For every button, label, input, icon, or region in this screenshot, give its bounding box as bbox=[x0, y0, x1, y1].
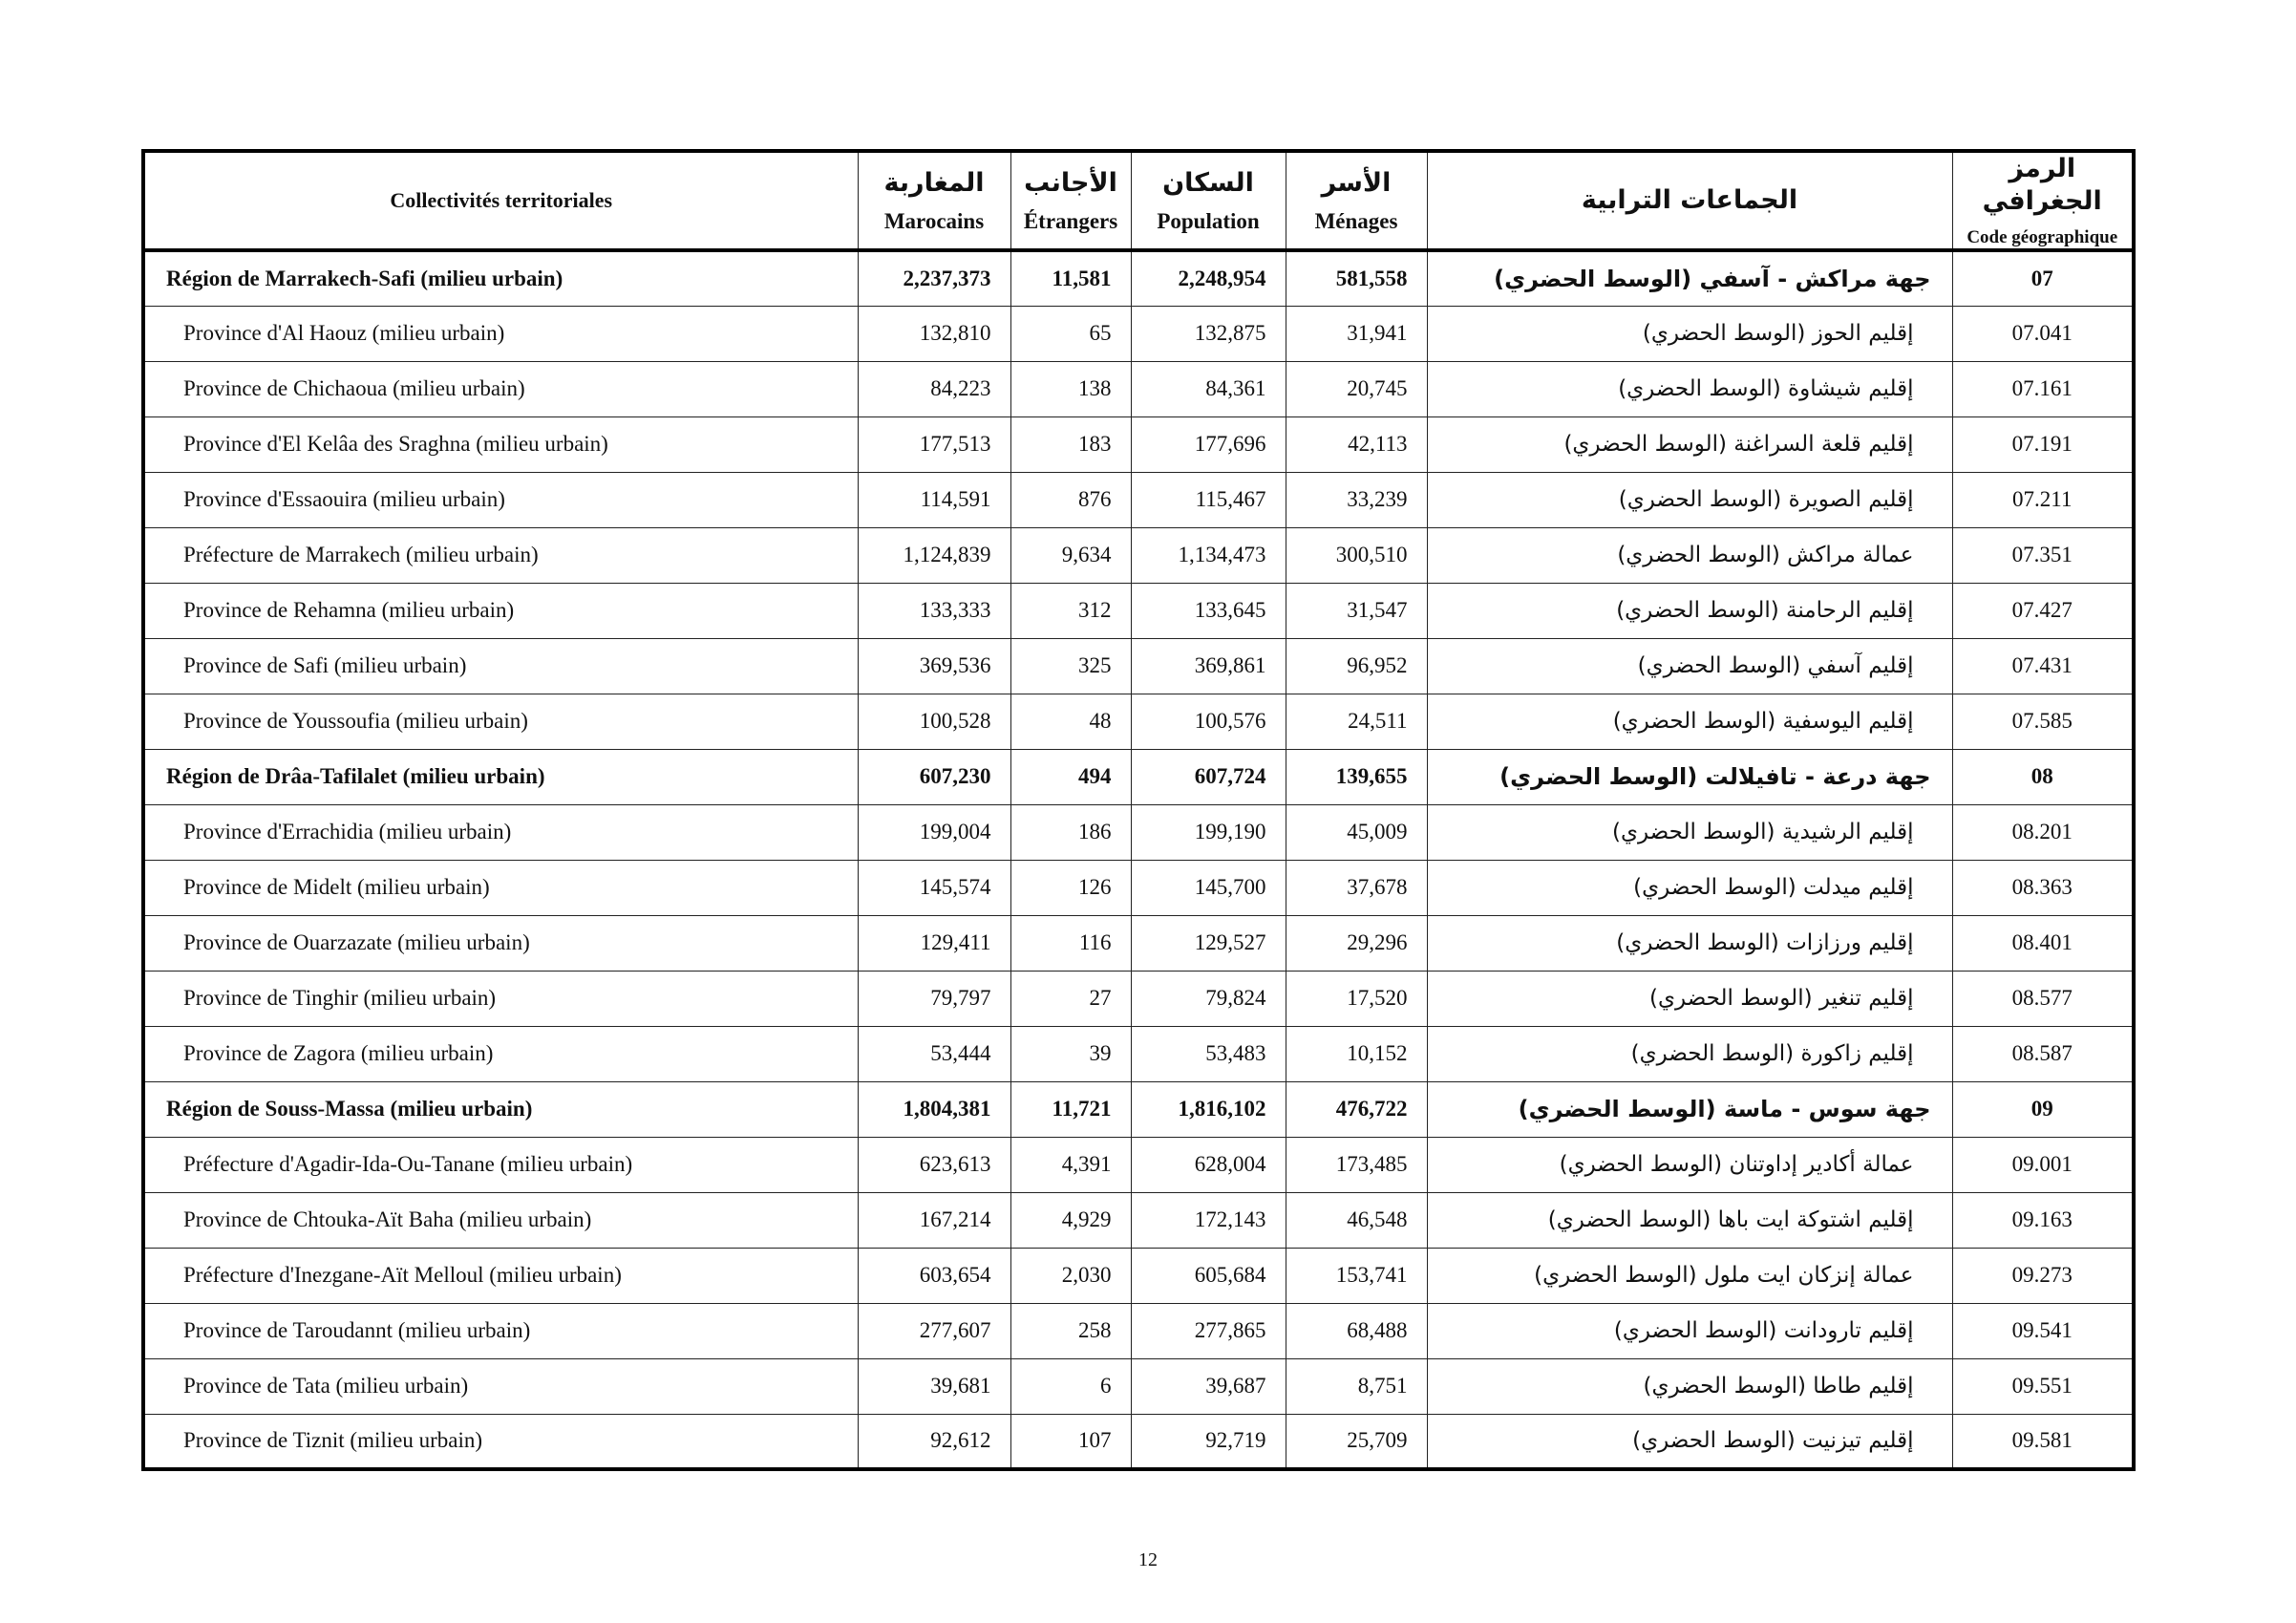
cell-etrangers: 258 bbox=[1010, 1303, 1131, 1358]
cell-collectivite: Province de Ouarzazate (milieu urbain) bbox=[143, 915, 858, 971]
cell-menages: 476,722 bbox=[1286, 1081, 1427, 1137]
header-code bbox=[1952, 151, 2134, 250]
cell-collectivite: Province de Tiznit (milieu urbain) bbox=[143, 1414, 858, 1469]
cell-marocains: 1,124,839 bbox=[858, 527, 1010, 583]
cell-population: 172,143 bbox=[1131, 1192, 1286, 1248]
cell-code: 07 bbox=[1952, 250, 2134, 306]
table-row bbox=[143, 1414, 2134, 1469]
header-etrangers bbox=[1010, 151, 1131, 250]
cell-etrangers: 2,030 bbox=[1010, 1248, 1131, 1303]
header-menages bbox=[1286, 151, 1427, 250]
table-row bbox=[143, 638, 2134, 694]
cell-code: 07.585 bbox=[1952, 694, 2134, 749]
table-row bbox=[143, 306, 2134, 361]
cell-marocains: 39,681 bbox=[858, 1358, 1010, 1414]
cell-code: 08.587 bbox=[1952, 1026, 2134, 1081]
cell-marocains: 79,797 bbox=[858, 971, 1010, 1026]
table-row bbox=[143, 583, 2134, 638]
cell-menages: 173,485 bbox=[1286, 1137, 1427, 1192]
cell-code: 07.427 bbox=[1952, 583, 2134, 638]
header-collectivites: Collectivités territoriales bbox=[143, 151, 858, 250]
table-row bbox=[143, 361, 2134, 416]
cell-code: 09.163 bbox=[1952, 1192, 2134, 1248]
cell-collectivite: Province de Midelt (milieu urbain) bbox=[143, 860, 858, 915]
cell-code: 09.541 bbox=[1952, 1303, 2134, 1358]
cell-code: 07.191 bbox=[1952, 416, 2134, 472]
cell-menages: 10,152 bbox=[1286, 1026, 1427, 1081]
cell-population: 53,483 bbox=[1131, 1026, 1286, 1081]
cell-collectivite: Province d'El Kelâa des Sraghna (milieu urbain) bbox=[143, 416, 858, 472]
table-row bbox=[143, 1358, 2134, 1414]
table-row bbox=[143, 416, 2134, 472]
header-marocains-ar: المغاربة bbox=[883, 168, 985, 198]
cell-collectivite-ar: عمالة أكادير إداوتنان (الوسط الحضري) bbox=[1427, 1137, 1952, 1192]
cell-collectivite-ar: إقليم آسفي (الوسط الحضري) bbox=[1427, 638, 1952, 694]
cell-collectivite: Province d'Essaouira (milieu urbain) bbox=[143, 472, 858, 527]
cell-menages: 33,239 bbox=[1286, 472, 1427, 527]
cell-code: 09.001 bbox=[1952, 1137, 2134, 1192]
cell-menages: 300,510 bbox=[1286, 527, 1427, 583]
cell-population: 100,576 bbox=[1131, 694, 1286, 749]
cell-collectivite-ar: جهة سوس - ماسة (الوسط الحضري) bbox=[1427, 1081, 1952, 1137]
cell-population: 605,684 bbox=[1131, 1248, 1286, 1303]
cell-marocains: 167,214 bbox=[858, 1192, 1010, 1248]
header-marocains-fr: Marocains bbox=[883, 209, 985, 233]
cell-marocains: 199,004 bbox=[858, 804, 1010, 860]
table-row bbox=[143, 915, 2134, 971]
header-code-fr: Code géographique bbox=[1966, 227, 2118, 247]
cell-marocains: 114,591 bbox=[858, 472, 1010, 527]
cell-collectivite: Province de Chichaoua (milieu urbain) bbox=[143, 361, 858, 416]
cell-etrangers: 116 bbox=[1010, 915, 1131, 971]
cell-code: 08.201 bbox=[1952, 804, 2134, 860]
cell-collectivite: Région de Souss-Massa (milieu urbain) bbox=[143, 1081, 858, 1137]
cell-etrangers: 183 bbox=[1010, 416, 1131, 472]
cell-marocains: 277,607 bbox=[858, 1303, 1010, 1358]
cell-collectivite-ar: إقليم تنغير (الوسط الحضري) bbox=[1427, 971, 1952, 1026]
table-row bbox=[143, 1137, 2134, 1192]
cell-collectivite: Préfecture d'Agadir-Ida-Ou-Tanane (milieu urbain) bbox=[143, 1137, 858, 1192]
cell-code: 08.577 bbox=[1952, 971, 2134, 1026]
table-row bbox=[143, 1248, 2134, 1303]
cell-menages: 8,751 bbox=[1286, 1358, 1427, 1414]
cell-collectivite: Région de Drâa-Tafilalet (milieu urbain) bbox=[143, 749, 858, 804]
cell-collectivite: Province de Tinghir (milieu urbain) bbox=[143, 971, 858, 1026]
cell-population: 84,361 bbox=[1131, 361, 1286, 416]
header-collectivites-ar-label: الجماعات الترابية bbox=[1581, 185, 1798, 215]
cell-collectivite: Province de Chtouka-Aït Baha (milieu urbain) bbox=[143, 1192, 858, 1248]
cell-collectivite-ar: جهة مراكش - آسفي (الوسط الحضري) bbox=[1427, 250, 1952, 306]
cell-marocains: 84,223 bbox=[858, 361, 1010, 416]
cell-etrangers: 4,391 bbox=[1010, 1137, 1131, 1192]
cell-etrangers: 126 bbox=[1010, 860, 1131, 915]
cell-etrangers: 4,929 bbox=[1010, 1192, 1131, 1248]
cell-marocains: 132,810 bbox=[858, 306, 1010, 361]
table-row bbox=[143, 971, 2134, 1026]
cell-population: 1,134,473 bbox=[1131, 527, 1286, 583]
cell-etrangers: 11,721 bbox=[1010, 1081, 1131, 1137]
cell-marocains: 369,536 bbox=[858, 638, 1010, 694]
cell-code: 07.211 bbox=[1952, 472, 2134, 527]
cell-population: 115,467 bbox=[1131, 472, 1286, 527]
cell-menages: 24,511 bbox=[1286, 694, 1427, 749]
cell-collectivite-ar: عمالة مراكش (الوسط الحضري) bbox=[1427, 527, 1952, 583]
cell-population: 2,248,954 bbox=[1131, 250, 1286, 306]
cell-collectivite: Province de Zagora (milieu urbain) bbox=[143, 1026, 858, 1081]
cell-collectivite-ar: جهة درعة - تافيلالت (الوسط الحضري) bbox=[1427, 749, 1952, 804]
header-population bbox=[1131, 151, 1286, 250]
cell-etrangers: 48 bbox=[1010, 694, 1131, 749]
cell-marocains: 100,528 bbox=[858, 694, 1010, 749]
region-row bbox=[143, 1081, 2134, 1137]
cell-menages: 581,558 bbox=[1286, 250, 1427, 306]
cell-menages: 20,745 bbox=[1286, 361, 1427, 416]
cell-code: 07.041 bbox=[1952, 306, 2134, 361]
cell-collectivite-ar: إقليم تارودانت (الوسط الحضري) bbox=[1427, 1303, 1952, 1358]
table-row bbox=[143, 472, 2134, 527]
header-population-ar: السكان bbox=[1162, 168, 1254, 198]
cell-collectivite-ar: إقليم ورزازات (الوسط الحضري) bbox=[1427, 915, 1952, 971]
cell-population: 79,824 bbox=[1131, 971, 1286, 1026]
cell-marocains: 53,444 bbox=[858, 1026, 1010, 1081]
cell-menages: 29,296 bbox=[1286, 915, 1427, 971]
cell-marocains: 177,513 bbox=[858, 416, 1010, 472]
table-row bbox=[143, 527, 2134, 583]
cell-population: 145,700 bbox=[1131, 860, 1286, 915]
cell-code: 08 bbox=[1952, 749, 2134, 804]
cell-menages: 96,952 bbox=[1286, 638, 1427, 694]
cell-etrangers: 39 bbox=[1010, 1026, 1131, 1081]
cell-collectivite: Province de Rehamna (milieu urbain) bbox=[143, 583, 858, 638]
cell-population: 92,719 bbox=[1131, 1414, 1286, 1469]
cell-population: 369,861 bbox=[1131, 638, 1286, 694]
cell-collectivite-ar: إقليم الرشيدية (الوسط الحضري) bbox=[1427, 804, 1952, 860]
cell-collectivite-ar: إقليم تيزنيت (الوسط الحضري) bbox=[1427, 1414, 1952, 1469]
cell-population: 132,875 bbox=[1131, 306, 1286, 361]
cell-code: 09.581 bbox=[1952, 1414, 2134, 1469]
cell-code: 09.273 bbox=[1952, 1248, 2134, 1303]
cell-marocains: 92,612 bbox=[858, 1414, 1010, 1469]
cell-etrangers: 6 bbox=[1010, 1358, 1131, 1414]
cell-menages: 68,488 bbox=[1286, 1303, 1427, 1358]
cell-etrangers: 325 bbox=[1010, 638, 1131, 694]
cell-population: 133,645 bbox=[1131, 583, 1286, 638]
cell-collectivite: Région de Marrakech-Safi (milieu urbain) bbox=[143, 250, 858, 306]
cell-etrangers: 138 bbox=[1010, 361, 1131, 416]
cell-collectivite-ar: إقليم اليوسفية (الوسط الحضري) bbox=[1427, 694, 1952, 749]
header-marocains bbox=[858, 151, 1010, 250]
cell-menages: 37,678 bbox=[1286, 860, 1427, 915]
table-header bbox=[143, 151, 2134, 250]
cell-etrangers: 27 bbox=[1010, 971, 1131, 1026]
cell-etrangers: 9,634 bbox=[1010, 527, 1131, 583]
cell-collectivite-ar: إقليم اشتوكة ايت باها (الوسط الحضري) bbox=[1427, 1192, 1952, 1248]
cell-code: 08.363 bbox=[1952, 860, 2134, 915]
cell-collectivite-ar: إقليم قلعة السراغنة (الوسط الحضري) bbox=[1427, 416, 1952, 472]
header-code-ar: الرمز الجغرافي bbox=[1982, 154, 2102, 216]
cell-population: 1,816,102 bbox=[1131, 1081, 1286, 1137]
cell-menages: 42,113 bbox=[1286, 416, 1427, 472]
cell-population: 39,687 bbox=[1131, 1358, 1286, 1414]
cell-collectivite-ar: إقليم الرحامنة (الوسط الحضري) bbox=[1427, 583, 1952, 638]
header-menages-fr: Ménages bbox=[1314, 209, 1398, 233]
cell-collectivite-ar: إقليم الصويرة (الوسط الحضري) bbox=[1427, 472, 1952, 527]
cell-code: 09.551 bbox=[1952, 1358, 2134, 1414]
cell-population: 177,696 bbox=[1131, 416, 1286, 472]
cell-collectivite: Province d'Errachidia (milieu urbain) bbox=[143, 804, 858, 860]
cell-menages: 139,655 bbox=[1286, 749, 1427, 804]
cell-collectivite-ar: إقليم طاطا (الوسط الحضري) bbox=[1427, 1358, 1952, 1414]
cell-menages: 31,941 bbox=[1286, 306, 1427, 361]
cell-code: 08.401 bbox=[1952, 915, 2134, 971]
table-body bbox=[143, 250, 2134, 1469]
cell-code: 09 bbox=[1952, 1081, 2134, 1137]
table-row bbox=[143, 1303, 2134, 1358]
cell-etrangers: 11,581 bbox=[1010, 250, 1131, 306]
cell-marocains: 607,230 bbox=[858, 749, 1010, 804]
cell-code: 07.351 bbox=[1952, 527, 2134, 583]
cell-code: 07.431 bbox=[1952, 638, 2134, 694]
header-menages-ar: الأسر bbox=[1321, 168, 1392, 198]
cell-collectivite: Province de Taroudannt (milieu urbain) bbox=[143, 1303, 858, 1358]
cell-marocains: 603,654 bbox=[858, 1248, 1010, 1303]
table-row bbox=[143, 860, 2134, 915]
cell-collectivite: Province de Tata (milieu urbain) bbox=[143, 1358, 858, 1414]
page-number: 12 bbox=[1138, 1549, 1158, 1570]
cell-population: 607,724 bbox=[1131, 749, 1286, 804]
header-population-fr: Population bbox=[1157, 209, 1260, 233]
cell-menages: 45,009 bbox=[1286, 804, 1427, 860]
cell-menages: 46,548 bbox=[1286, 1192, 1427, 1248]
cell-population: 277,865 bbox=[1131, 1303, 1286, 1358]
cell-collectivite-ar: إقليم ميدلت (الوسط الحضري) bbox=[1427, 860, 1952, 915]
cell-marocains: 1,804,381 bbox=[858, 1081, 1010, 1137]
cell-etrangers: 107 bbox=[1010, 1414, 1131, 1469]
cell-menages: 25,709 bbox=[1286, 1414, 1427, 1469]
header-etrangers-ar: الأجانب bbox=[1024, 168, 1117, 198]
cell-marocains: 2,237,373 bbox=[858, 250, 1010, 306]
table-row bbox=[143, 1192, 2134, 1248]
cell-population: 129,527 bbox=[1131, 915, 1286, 971]
cell-collectivite: Province de Safi (milieu urbain) bbox=[143, 638, 858, 694]
table-row bbox=[143, 804, 2134, 860]
cell-marocains: 129,411 bbox=[858, 915, 1010, 971]
cell-etrangers: 312 bbox=[1010, 583, 1131, 638]
cell-collectivite-ar: عمالة إنزكان ايت ملول (الوسط الحضري) bbox=[1427, 1248, 1952, 1303]
table-row bbox=[143, 694, 2134, 749]
cell-menages: 153,741 bbox=[1286, 1248, 1427, 1303]
cell-collectivite: Province de Youssoufia (milieu urbain) bbox=[143, 694, 858, 749]
cell-etrangers: 494 bbox=[1010, 749, 1131, 804]
cell-collectivite: Préfecture de Marrakech (milieu urbain) bbox=[143, 527, 858, 583]
cell-marocains: 145,574 bbox=[858, 860, 1010, 915]
census-table bbox=[141, 149, 2136, 1471]
cell-menages: 17,520 bbox=[1286, 971, 1427, 1026]
header-collectivites-ar bbox=[1427, 151, 1952, 250]
region-row bbox=[143, 749, 2134, 804]
cell-collectivite: Préfecture d'Inezgane-Aït Melloul (milieu urbain) bbox=[143, 1248, 858, 1303]
cell-collectivite-ar: إقليم شيشاوة (الوسط الحضري) bbox=[1427, 361, 1952, 416]
cell-collectivite: Province d'Al Haouz (milieu urbain) bbox=[143, 306, 858, 361]
cell-etrangers: 876 bbox=[1010, 472, 1131, 527]
region-row bbox=[143, 250, 2134, 306]
cell-population: 199,190 bbox=[1131, 804, 1286, 860]
header-etrangers-fr: Étrangers bbox=[1023, 209, 1118, 233]
cell-etrangers: 65 bbox=[1010, 306, 1131, 361]
cell-marocains: 623,613 bbox=[858, 1137, 1010, 1192]
cell-etrangers: 186 bbox=[1010, 804, 1131, 860]
cell-collectivite-ar: إقليم زاكورة (الوسط الحضري) bbox=[1427, 1026, 1952, 1081]
table-row bbox=[143, 1026, 2134, 1081]
cell-collectivite-ar: إقليم الحوز (الوسط الحضري) bbox=[1427, 306, 1952, 361]
cell-menages: 31,547 bbox=[1286, 583, 1427, 638]
cell-population: 628,004 bbox=[1131, 1137, 1286, 1192]
cell-code: 07.161 bbox=[1952, 361, 2134, 416]
cell-marocains: 133,333 bbox=[858, 583, 1010, 638]
